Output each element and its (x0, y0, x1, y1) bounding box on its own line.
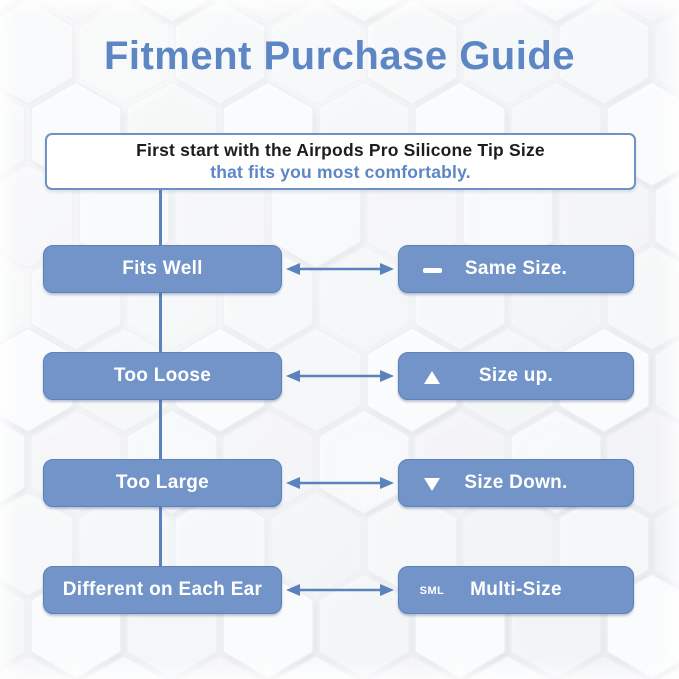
condition-box (43, 459, 282, 507)
guide-row-too-large (0, 459, 679, 507)
guide-row-fits-well (0, 245, 679, 293)
double-arrow-icon (284, 245, 396, 293)
intro-line-1: First start with the Airpods Pro Silicone Tip Size (136, 140, 545, 160)
condition-box (43, 566, 282, 614)
condition-label: Different on Each Ear (62, 579, 263, 600)
condition-box (43, 352, 282, 400)
recommendation-box (398, 459, 634, 507)
double-arrow-icon (284, 352, 396, 400)
recommendation-label: Size up. (478, 365, 554, 386)
triangle-up-icon (413, 353, 451, 401)
guide-row-too-loose (0, 352, 679, 400)
condition-box (43, 245, 282, 293)
recommendation-label: Same Size. (464, 258, 568, 279)
recommendation-box (398, 566, 634, 614)
recommendation-label: Size Down. (464, 472, 568, 493)
double-arrow-icon (284, 566, 396, 614)
condition-label: Too Loose (113, 365, 212, 386)
recommendation-label: Multi-Size (470, 579, 562, 600)
guide-row-different-each-ear (0, 566, 679, 614)
intro-line-2: that fits you most comfortably. (210, 162, 471, 182)
sml-sizes-icon: SML (419, 585, 445, 597)
triangle-down-icon (413, 460, 451, 508)
condition-label: Fits Well (122, 258, 203, 279)
page-title: Fitment Purchase Guide (103, 34, 576, 78)
minus-icon (413, 246, 451, 294)
double-arrow-icon (284, 459, 396, 507)
recommendation-box (398, 245, 634, 293)
condition-label: Too Large (115, 472, 210, 493)
recommendation-box (398, 352, 634, 400)
intro-instruction-box (45, 133, 636, 190)
